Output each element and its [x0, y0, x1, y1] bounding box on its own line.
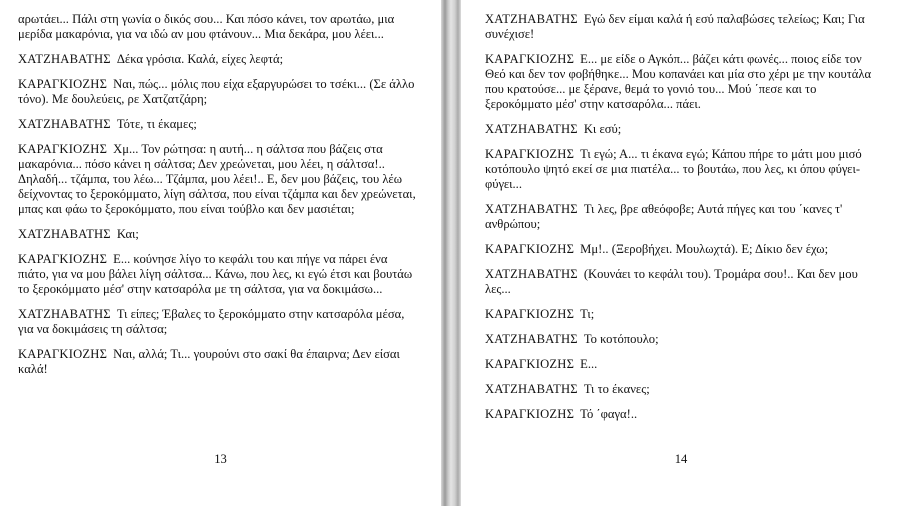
speaker-name: ΧΑΤΖΗΑΒΑΤΗΣ	[485, 382, 578, 396]
dialogue-text: αρωτάει... Πάλι στη γωνία ο δικός σου... Και πόσο κάνει, τον αρωτάω, μια μερίδα μακαρόνια, για να ιδώ αν μου φτάνουν... Μια δεκάρα, μου λέει...	[18, 12, 395, 41]
book-gutter	[441, 0, 461, 506]
speaker-name: ΚΑΡΑΓΚΙΟΖΗΣ	[485, 307, 575, 321]
dialogue-paragraph	[485, 242, 881, 257]
dialogue-paragraph	[485, 382, 881, 397]
speaker-name: ΧΑΤΖΗΑΒΑΤΗΣ	[485, 267, 578, 281]
speaker-name: ΧΑΤΖΗΑΒΑΤΗΣ	[18, 227, 111, 241]
dialogue-text: Χμ... Τον ρώτησα: η αυτή... η σάλτσα που βάζεις στα μακαρόνια... πόσο κάνει η σάλτσα; Δεν χρεώνεται, μου λέει, η σάλτσα!.. Δηλαδή... τζάμπα, του λέω... Τζάμπα, μου λέει!.. Ε, δεν μου βάζεις, του λέω δείχνοντας το ξεροκόμματο, λίγη σάλτσα, που είναι τζάμπα και δεν χρεώνεται, μπας και φάω το ξεροκόμματο, που είναι τούβλο και δεν μασιέται;	[18, 142, 416, 216]
dialogue-text: Τι το έκανες;	[583, 382, 650, 396]
speaker-name: ΚΑΡΑΓΚΙΟΖΗΣ	[18, 347, 108, 361]
speaker-name: ΧΑΤΖΗΑΒΑΤΗΣ	[485, 12, 578, 26]
dialogue-text: Ε...	[580, 357, 598, 371]
dialogue-text: Δέκα γρόσια. Καλά, είχες λεφτά;	[116, 52, 284, 66]
dialogue-text: Το κοτόπουλο;	[583, 332, 659, 346]
dialogue-text: Μμ!.. (Ξεροβήχει. Μουλωχτά). Ε; Δίκιο δεν έχω;	[580, 242, 829, 256]
dialogue-paragraph	[485, 52, 881, 112]
dialogue-text: Κι εσύ;	[583, 122, 622, 136]
dialogue-text: Ναι, αλλά; Τι... γουρούνι στο σακί θα έπαιρνα; Δεν είσαι καλά!	[18, 347, 400, 376]
dialogue-paragraph	[18, 117, 419, 132]
dialogue-paragraph	[18, 142, 419, 217]
speaker-name: ΚΑΡΑΓΚΙΟΖΗΣ	[18, 142, 108, 156]
dialogue-text: Τι;	[580, 307, 595, 321]
speaker-name: ΧΑΤΖΗΑΒΑΤΗΣ	[18, 307, 111, 321]
dialogue-paragraph	[18, 307, 419, 337]
dialogue-text: Και;	[116, 227, 139, 241]
speaker-name: ΚΑΡΑΓΚΙΟΖΗΣ	[18, 252, 108, 266]
dialogue-paragraph	[485, 202, 881, 232]
right-page	[461, 0, 901, 506]
speaker-name: ΚΑΡΑΓΚΙΟΖΗΣ	[18, 77, 108, 91]
dialogue-text: Ε... με είδε ο Αγκόπ... βάζει κάτι φωνές... ποιος είδε τον Θεό και δεν τον φοβήθηκε... Μου κοπανάει και μία στο χέρι με την κουτάλα που κρατούσε... με ξέρανε, θεμά το γονιό του... Μού ΄πεσε και το ξεροκόμματο μέσ' στην κατσαρόλα... πάει.	[485, 52, 872, 111]
dialogue-paragraph	[485, 407, 881, 422]
dialogue-paragraph	[18, 227, 419, 242]
dialogue-text: Τι είπες; Έβαλες το ξεροκόμματο στην κατσαρόλα μέσα, για να δοκιμάσεις τη σάλτσα;	[18, 307, 405, 336]
speaker-name: ΚΑΡΑΓΚΙΟΖΗΣ	[485, 242, 575, 256]
dialogue-text: (Κουνάει το κεφάλι του). Τρομάρα σου!.. Και δεν μου λες...	[485, 267, 858, 296]
speaker-name: ΚΑΡΑΓΚΙΟΖΗΣ	[485, 147, 575, 161]
dialogue-paragraph	[485, 267, 881, 297]
dialogue-paragraph	[485, 307, 881, 322]
speaker-name: ΧΑΤΖΗΑΒΑΤΗΣ	[485, 202, 578, 216]
speaker-name: ΚΑΡΑΓΚΙΟΖΗΣ	[485, 357, 575, 371]
dialogue-text: Ναι, πώς... μόλις που είχα εξαργυρώσει το τσέκι... (Σε άλλο τόνο). Με δουλεύεις, ρε Χατζατζάρη;	[18, 77, 415, 106]
dialogue-paragraph	[485, 357, 881, 372]
dialogue-paragraph	[18, 347, 419, 377]
left-page	[0, 0, 441, 506]
page-number: 13	[214, 452, 227, 466]
speaker-name: ΧΑΤΖΗΑΒΑΤΗΣ	[18, 52, 111, 66]
dialogue-paragraph	[18, 52, 419, 67]
speaker-name: ΧΑΤΖΗΑΒΑΤΗΣ	[485, 122, 578, 136]
dialogue-paragraph	[485, 12, 881, 42]
dialogue-paragraph	[18, 12, 419, 42]
dialogue-text: Εγώ δεν είμαι καλά ή εσύ παλαβώσες τελείως; Και; Για συνέχισε!	[485, 12, 865, 41]
page-number: 14	[674, 452, 688, 466]
dialogue-text: Ε... κούνησε λίγο το κεφάλι του και πήγε να πάρει ένα πιάτο, για να μου βάλει λίγη σάλτσα... Κάνω, που λες, κι εγώ έτσι και βουτάω το ξεροκόμματο μέσ' στην κατσαρόλα με τη σάλτσα, για να δοκιμάσω...	[18, 252, 413, 296]
dialogue-text: Τι εγώ; Α... τι έκανα εγώ; Κάπου πήρε το μάτι μου μισό κοτόπουλο ψητό εκεί σε μια πιατέλα... το βουτάω, που λες, κι όπου φύγει-φύγει...	[485, 147, 862, 191]
speaker-name: ΚΑΡΑΓΚΙΟΖΗΣ	[485, 52, 575, 66]
dialogue-paragraph	[18, 77, 419, 107]
dialogue-paragraph	[485, 147, 881, 192]
speaker-name: ΧΑΤΖΗΑΒΑΤΗΣ	[485, 332, 578, 346]
dialogue-paragraph	[18, 252, 419, 297]
dialogue-text: Τότε, τι έκαμες;	[116, 117, 197, 131]
dialogue-paragraph	[485, 122, 881, 137]
speaker-name: ΚΑΡΑΓΚΙΟΖΗΣ	[485, 407, 575, 421]
speaker-name: ΧΑΤΖΗΑΒΑΤΗΣ	[18, 117, 111, 131]
dialogue-paragraph	[485, 332, 881, 347]
dialogue-text: Τό ΄φαγα!..	[580, 407, 638, 421]
dialogue-text: Τι λες, βρε αθεόφοβε; Αυτά πήγες και του ΄κανες τ' ανθρώπου;	[485, 202, 843, 231]
